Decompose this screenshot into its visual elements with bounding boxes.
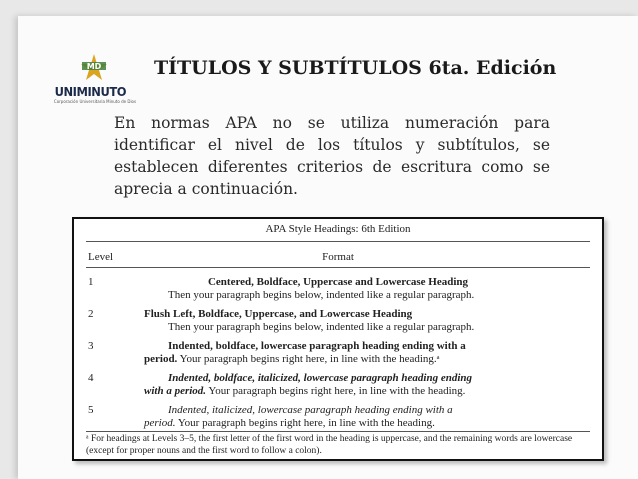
slide-title: TÍTULOS Y SUBTÍTULOS 6ta. Edición — [154, 57, 557, 79]
row-4-paragraph — [144, 385, 465, 397]
row-5-heading-end: period. — [144, 417, 176, 429]
row-3-heading: Indented, boldface, lowercase paragraph heading ending with a — [168, 340, 466, 352]
row-2-level: 2 — [88, 308, 94, 320]
table-bottom-rule — [86, 431, 590, 432]
row-4-paragraph-text: Your paragraph begins right here, in line with the heading. — [208, 385, 466, 397]
uniminuto-logo — [48, 52, 140, 106]
row-3-paragraph-text: Your paragraph begins right here, in line with the heading.ᵃ — [179, 353, 440, 365]
row-1-level: 1 — [88, 276, 94, 288]
row-2-paragraph: Then your paragraph begins below, indented like a regular paragraph. — [168, 321, 475, 333]
row-4-heading-end: with a period. — [144, 385, 207, 397]
row-2-heading: Flush Left, Boldface, Uppercase, and Lowercase Heading — [144, 308, 413, 320]
row-5-heading: Indented, italicized, lowercase paragraph heading ending with a — [168, 404, 453, 416]
intro-paragraph: En normas APA no se utiliza numeración para identificar el nivel de los títulos y subtítulos, se establecen diferentes criterios de escritura como se aprecia a continuación. — [114, 114, 550, 198]
column-header-level: Level — [88, 251, 114, 263]
row-5-paragraph — [144, 417, 435, 429]
logo-mark-text: MD — [86, 62, 102, 71]
table-footnote: ᵃ For headings at Levels 3–5, the first letter of the first word in the heading is uppercase, and the remaining words are lowercase (except for proper nouns and the first word to follow a colon). — [86, 434, 573, 456]
row-1-paragraph: Then your paragraph begins below, indented like a regular paragraph. — [168, 289, 475, 301]
row-5-paragraph-text: Your paragraph begins right here, in line with the heading. — [177, 417, 435, 429]
apa-headings-table — [72, 217, 604, 461]
uniminuto-emblem-icon — [78, 52, 110, 84]
logo-subtitle: Corporación Universitaria Minuto de Dios — [53, 99, 137, 104]
column-header-format: Format — [322, 251, 354, 263]
table-header-rule — [86, 267, 590, 268]
slide — [18, 16, 638, 479]
table-top-rule — [86, 241, 590, 242]
logo-name: UNIMINUTO — [54, 84, 127, 99]
row-4-heading: Indented, boldface, italicized, lowercase paragraph heading ending — [168, 372, 473, 384]
row-3-heading-end: period. — [144, 353, 178, 365]
row-4-level: 4 — [88, 372, 94, 384]
row-1-heading: Centered, Boldface, Uppercase and Lowercase Heading — [207, 276, 468, 288]
row-5-level: 5 — [88, 404, 94, 416]
row-3-level: 3 — [88, 340, 94, 352]
table-title: APA Style Headings: 6th Edition — [265, 223, 411, 235]
row-3-paragraph — [144, 353, 440, 365]
